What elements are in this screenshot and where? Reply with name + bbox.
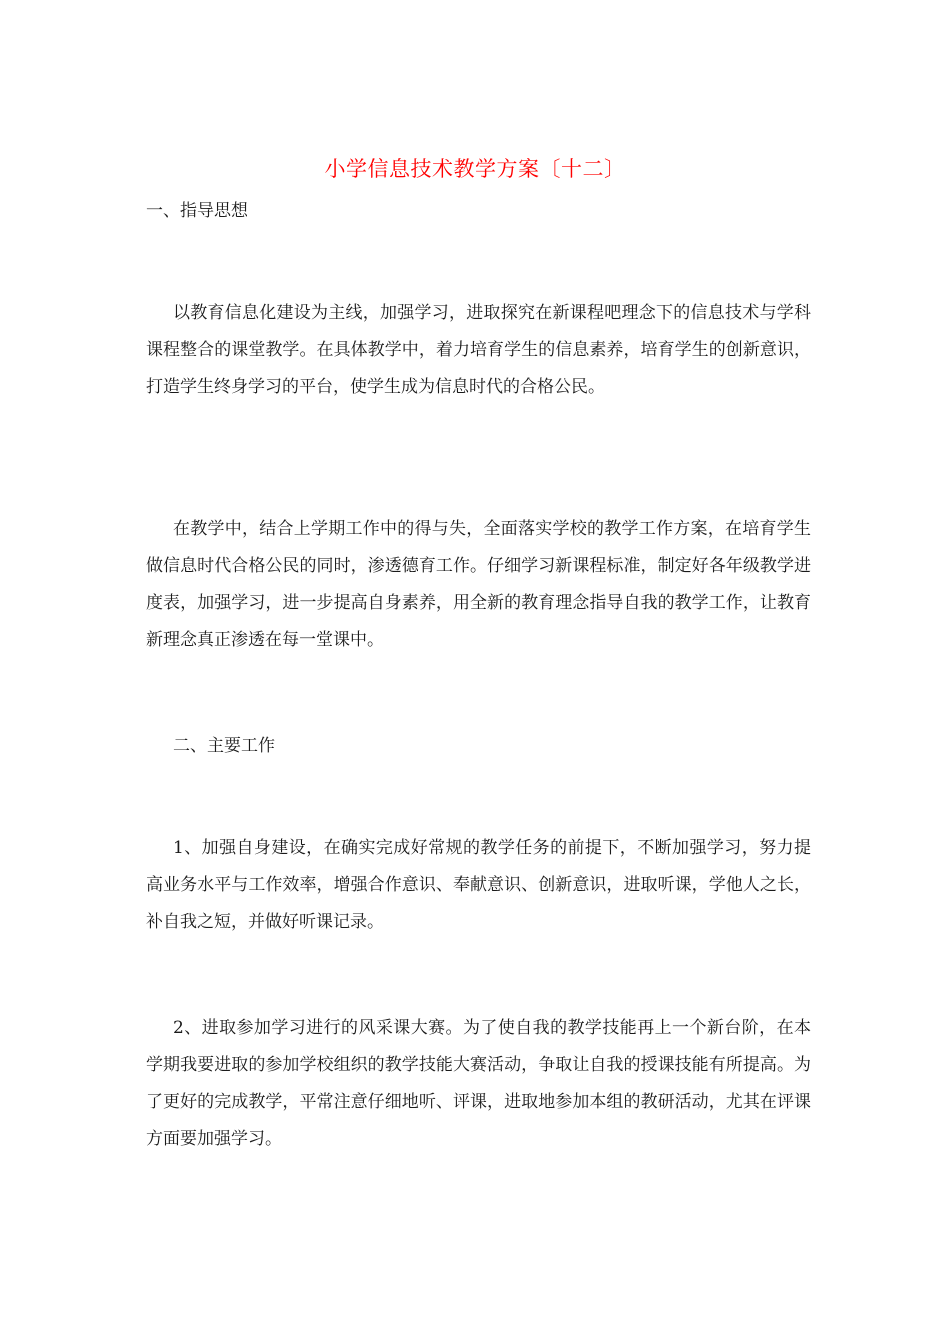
paragraph-guiding-thought-2: 在教学中，结合上学期工作中的得与失，全面落实学校的教学工作方案，在培育学生做信息时代合格公民的同时，渗透德育工作。仔细学习新课程标准，制定好各年级教学进度表，加强学习，进一步提高自身素养，用全新的教育理念指导自我的教学工作，让教育新理念真正渗透在每一堂课中。 (146, 519, 811, 650)
section-heading-main-work: 二、主要工作 (173, 736, 275, 756)
paragraph-main-work-2: 2、进取参加学习进行的风采课大赛。为了使自我的教学技能再上一个新台阶，在本学期我要进取的参加学校组织的教学技能大赛活动，争取让自我的授课技能有所提高。为了更好的完成教学，平常注意仔细地听、评课，进取地参加本组的教研活动，尤其在评课方面要加强学习。 (146, 1018, 811, 1149)
paragraph-guiding-thought-1: 以教育信息化建设为主线，加强学习，进取探究在新课程吧理念下的信息技术与学科课程整合的课堂教学。在具体教学中，着力培育学生的信息素养，培育学生的创新意识，打造学生终身学习的平台，使学生成为信息时代的合格公民。 (146, 303, 811, 397)
section-heading-guiding-thought: 一、指导思想 (146, 201, 248, 221)
paragraph-main-work-1: 1、加强自身建设，在确实完成好常规的教学任务的前提下，不断加强学习，努力提高业务水平与工作效率，增强合作意识、奉献意识、创新意识，进取听课，学他人之长，补自我之短，并做好听课记录。 (146, 838, 811, 932)
document-title: 小学信息技术教学方案〔十二〕 (324, 157, 626, 181)
